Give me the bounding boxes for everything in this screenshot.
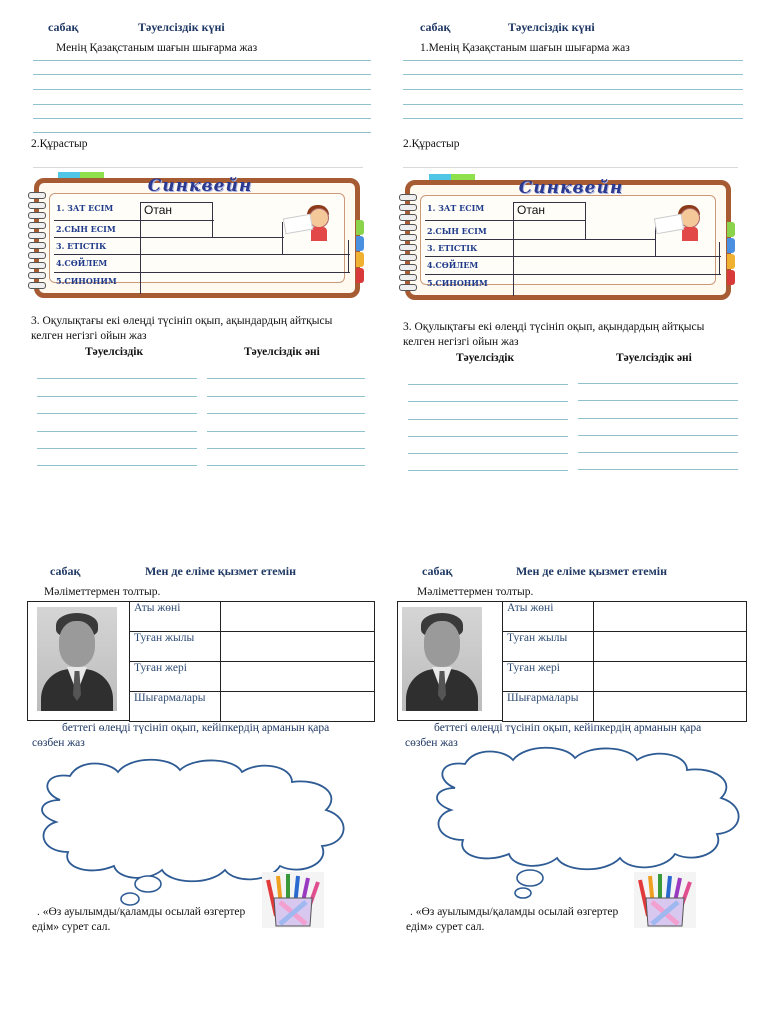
answer-cell[interactable]: [221, 692, 375, 722]
task-2: 2.Құрастыр: [31, 138, 88, 150]
lesson-title: Мен де еліме қызмет етемін: [145, 564, 296, 578]
row-label-name: Аты жөні: [503, 602, 594, 632]
pencil-cup-icon: [262, 872, 324, 928]
fill-instruction: Мәліметтермен толтыр.: [417, 586, 534, 598]
row-label-birthplace: Туған жері: [130, 662, 221, 692]
cinquain-row-3: 3. ЕТІСТІК: [427, 243, 478, 253]
cinquain-card: [34, 172, 364, 299]
writing-line[interactable]: [33, 132, 371, 133]
drawing-task-line-2: едім» сурет сал.: [406, 921, 485, 933]
task-3-line-1: 3. Оқулықтағы екі өлеңді түсініп оқып, ақындардың айтқысы: [403, 321, 705, 333]
writing-line[interactable]: [33, 74, 371, 75]
row-label-birthplace: Туған жері: [503, 662, 594, 692]
poem-task-line-2: сөзбен жаз: [32, 737, 85, 749]
answer-cell[interactable]: [594, 662, 747, 692]
row-label-works: Шығармалары: [130, 692, 221, 722]
poem-task-line-1: беттегі өлеңді түсініп оқып, кейіпкердің арманын қара: [62, 722, 330, 734]
task-1: Менің Қазақстаным шағын шығарма жаз: [56, 42, 258, 54]
info-table: [129, 601, 375, 722]
row-label-name: Аты жөні: [130, 602, 221, 632]
cinquain-title: Синквейн: [518, 178, 624, 198]
lesson-label: сабақ: [48, 20, 79, 34]
lesson-label: сабақ: [422, 564, 453, 578]
pencil-cup-icon: [634, 872, 696, 928]
cinquain-row-2: 2.СЫН ЕСІМ: [427, 226, 487, 236]
task-1: 1.Менің Қазақстаным шағын шығарма жаз: [420, 42, 630, 54]
task-3-line-2: келген негізгі ойын жаз: [31, 330, 147, 342]
answer-cell[interactable]: [221, 632, 375, 662]
column-heading-left: Тәуелсіздік: [456, 352, 515, 364]
cinquain-card: [405, 174, 735, 301]
writing-line[interactable]: [33, 118, 371, 119]
drawing-task-line-2: едім» сурет сал.: [32, 921, 111, 933]
fill-instruction: Мәліметтермен толтыр.: [44, 586, 161, 598]
column-heading-right: Тәуелсіздік әні: [616, 352, 692, 364]
row-label-birth-year: Туған жылы: [130, 632, 221, 662]
info-table: [502, 601, 747, 722]
answer-cell[interactable]: [594, 692, 747, 722]
cinquain-row-4: 4.СӨЙЛЕМ: [427, 260, 479, 270]
cinquain-row-5: 5.СИНОНИМ: [427, 278, 488, 288]
cinquain-row-3: 3. ЕТІСТІК: [56, 241, 107, 251]
column-heading-left: Тәуелсіздік: [85, 346, 144, 358]
column-heading-right: Тәуелсіздік әні: [244, 346, 320, 358]
lesson-title: Тәуелсіздік күні: [508, 20, 595, 34]
answer-cell[interactable]: [221, 602, 375, 632]
lesson-title: Тәуелсіздік күні: [138, 20, 225, 34]
poem-task-line-2: сөзбен жаз: [405, 737, 458, 749]
poem-task-line-1: беттегі өлеңді түсініп оқып, кейіпкердің арманын қара: [434, 722, 702, 734]
answer-cell[interactable]: [594, 632, 747, 662]
drawing-task-line-1: . «Өз ауылымды/қаламды осылай өзгертер: [410, 906, 619, 918]
answer-cell[interactable]: [221, 662, 375, 692]
cinquain-row-2: 2.СЫН ЕСІМ: [56, 224, 116, 234]
writing-line[interactable]: [33, 89, 371, 90]
lesson-label: сабақ: [50, 564, 81, 578]
lesson-title: Мен де еліме қызмет етемін: [516, 564, 667, 578]
answer-cell[interactable]: [594, 602, 747, 632]
drawing-task-line-1: . «Өз ауылымды/қаламды осылай өзгертер: [37, 906, 246, 918]
cinquain-answer: Отан: [517, 203, 545, 217]
lesson-label: сабақ: [420, 20, 451, 34]
portrait-photo: [37, 607, 117, 711]
portrait-photo: [402, 607, 482, 711]
task-2: 2.Құрастыр: [403, 138, 460, 150]
row-label-birth-year: Туған жылы: [503, 632, 594, 662]
writing-line[interactable]: [33, 60, 371, 61]
row-label-works: Шығармалары: [503, 692, 594, 722]
task-3-line-1: 3. Оқулықтағы екі өлеңді түсініп оқып, ақындардың айтқысы: [31, 315, 333, 327]
cinquain-row-1: 1. ЗАТ ЕСІМ: [427, 203, 485, 213]
cinquain-title: Синквейн: [147, 176, 253, 196]
writing-line[interactable]: [33, 104, 371, 105]
cinquain-row-5: 5.СИНОНИМ: [56, 276, 117, 286]
divider: [403, 167, 738, 168]
divider: [33, 167, 363, 168]
cinquain-row-1: 1. ЗАТ ЕСІМ: [56, 203, 114, 213]
task-3-line-2: келген негізгі ойын жаз: [403, 336, 519, 348]
cinquain-row-4: 4.СӨЙЛЕМ: [56, 258, 108, 268]
cinquain-answer: Отан: [144, 203, 172, 217]
thought-cloud-icon[interactable]: [425, 740, 750, 900]
